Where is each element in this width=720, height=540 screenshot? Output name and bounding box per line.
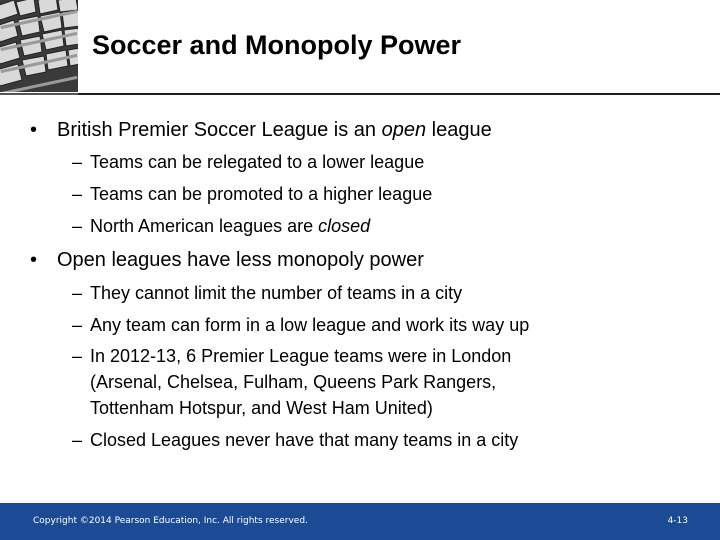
page-number: 4-13 [667, 516, 688, 526]
bullet-dot: • [30, 249, 38, 271]
sub-bullet-dash: – [72, 283, 83, 303]
bullet-text: Open leagues have less monopoly power [57, 249, 424, 271]
sub-bullet-dash: – [72, 184, 83, 204]
sub-bullet-text: They cannot limit the number of teams in a city [90, 283, 463, 303]
header-rule [78, 93, 720, 95]
sub-bullet-continuation: (Arsenal, Chelsea, Fulham, Queens Park Rangers, [90, 372, 497, 392]
sub-bullet-text: Closed Leagues never have that many teams in a city [90, 430, 519, 450]
sub-bullet-dash: – [72, 216, 83, 236]
sub-bullet-text: North American leagues are closed [90, 216, 371, 236]
sub-bullet-text: In 2012-13, 6 Premier League teams were in London [90, 346, 512, 366]
sub-bullet-text: Teams can be promoted to a higher league [90, 184, 433, 204]
copyright-text: Copyright ©2014 Pearson Education, Inc. All rights reserved. [33, 516, 308, 526]
slide-title: Soccer and Monopoly Power [92, 30, 462, 60]
sub-bullet-dash: – [72, 315, 83, 335]
sub-bullet-text: Teams can be relegated to a lower league [90, 152, 425, 172]
sub-bullet-continuation: Tottenham Hotspur, and West Ham United) [90, 398, 433, 418]
sub-bullet-text: Any team can form in a low league and work its way up [90, 315, 530, 335]
bullet-dot: • [30, 119, 38, 141]
sub-bullet-dash: – [72, 346, 83, 366]
stadium-seats-image [0, 0, 78, 92]
bullet-text: British Premier Soccer League is an open league [57, 119, 492, 141]
header-rule-left [0, 93, 78, 95]
footer-bar [0, 503, 720, 540]
sub-bullet-dash: – [72, 152, 83, 172]
sub-bullet-dash: – [72, 430, 83, 450]
